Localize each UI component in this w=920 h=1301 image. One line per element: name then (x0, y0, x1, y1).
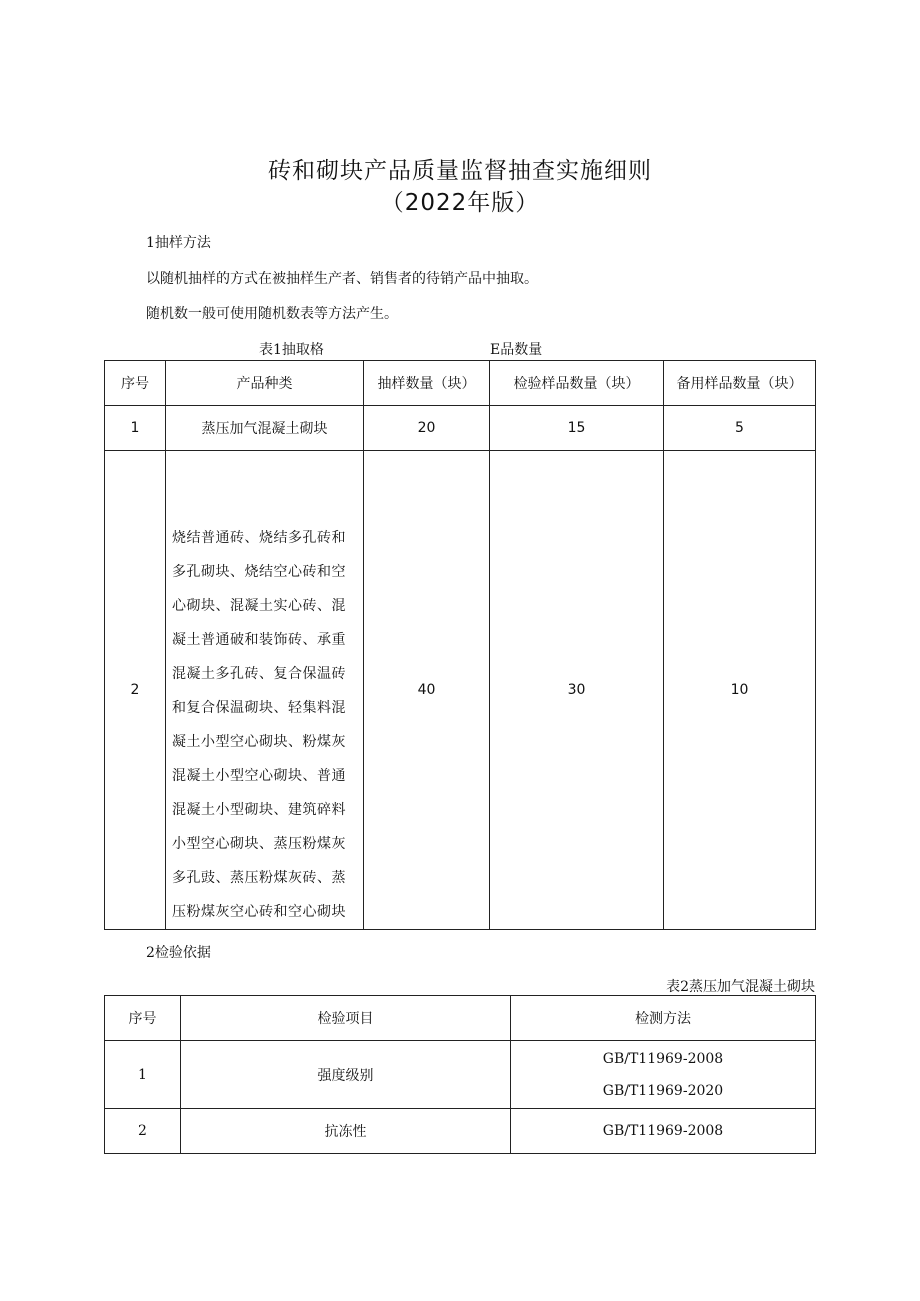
table1-caption-right: E品数量 (490, 342, 543, 358)
section1-paragraph-1: 以随机抽样的方式在被抽样生产者、销售者的待销产品中抽取。 (146, 271, 538, 287)
row-number: 2 (105, 1109, 181, 1154)
header-cell: 检验样品数量（块） (490, 361, 664, 406)
table-row (105, 1041, 816, 1109)
row-number: 1 (105, 1041, 181, 1109)
table-header-row (105, 361, 816, 406)
header-cell: 备用样品数量（块） (664, 361, 816, 406)
reserve-quantity: 5 (664, 406, 816, 451)
table-row (105, 451, 816, 930)
table-row (105, 1109, 816, 1154)
section2-heading: 2检验依据 (146, 945, 211, 961)
header-cell: 序号 (105, 996, 181, 1041)
test-method (511, 1041, 816, 1109)
row-number: 2 (105, 451, 166, 930)
table2-caption: 表2蒸压加气混凝土砌块 (666, 979, 815, 995)
test-method-line: GB/T11969-2020 (602, 1082, 724, 1099)
product-type: 烧结普通砖、烧结多孔砖和多孔砌块、烧结空心砖和空心砌块、混凝土实心砖、混凝土普通破和装饰砖、承重混凝土多孔砖、复合保温砖和复合保温砌块、轻集料混凝土小型空心砌块、粉煤灰混凝土小型空心砌块、普通混凝土小型砌块、建筑碎料小型空心砌块、蒸压粉煤灰多孔豉、蒸压粉煤灰砖、蒸压粉煤灰空心砖和空心砌块 (166, 451, 364, 930)
inspection-quantity: 30 (490, 451, 664, 930)
section1-paragraph-2: 随机数一般可使用随机数表等方法产生。 (146, 306, 398, 322)
test-method: GB/T11969-2008 (511, 1109, 816, 1154)
inspection-item: 强度级别 (181, 1041, 511, 1109)
inspection-quantity: 15 (490, 406, 664, 451)
doc-title: 砖和砌块产品质量监督抽查实施细则 (268, 158, 652, 184)
header-cell: 抽样数量（块） (364, 361, 490, 406)
sample-quantity: 40 (364, 451, 490, 930)
doc-subtitle: （2022年版） (380, 190, 540, 216)
section1-heading: 1抽样方法 (146, 235, 211, 251)
header-cell: 检测方法 (511, 996, 816, 1041)
sample-quantity: 20 (364, 406, 490, 451)
sampling-table (104, 360, 816, 930)
reserve-quantity: 10 (664, 451, 816, 930)
row-number: 1 (105, 406, 166, 451)
table1-caption-left: 表1抽取格 (259, 342, 324, 358)
product-type: 蒸压加气混凝土砌块 (166, 406, 364, 451)
header-cell: 检验项目 (181, 996, 511, 1041)
inspection-item: 抗冻性 (181, 1109, 511, 1154)
table-header-row (105, 996, 816, 1041)
test-method-line: GB/T11969-2008 (602, 1050, 724, 1067)
inspection-table (104, 995, 816, 1154)
table-row (105, 406, 816, 451)
header-cell: 产品种类 (166, 361, 364, 406)
header-cell: 序号 (105, 361, 166, 406)
